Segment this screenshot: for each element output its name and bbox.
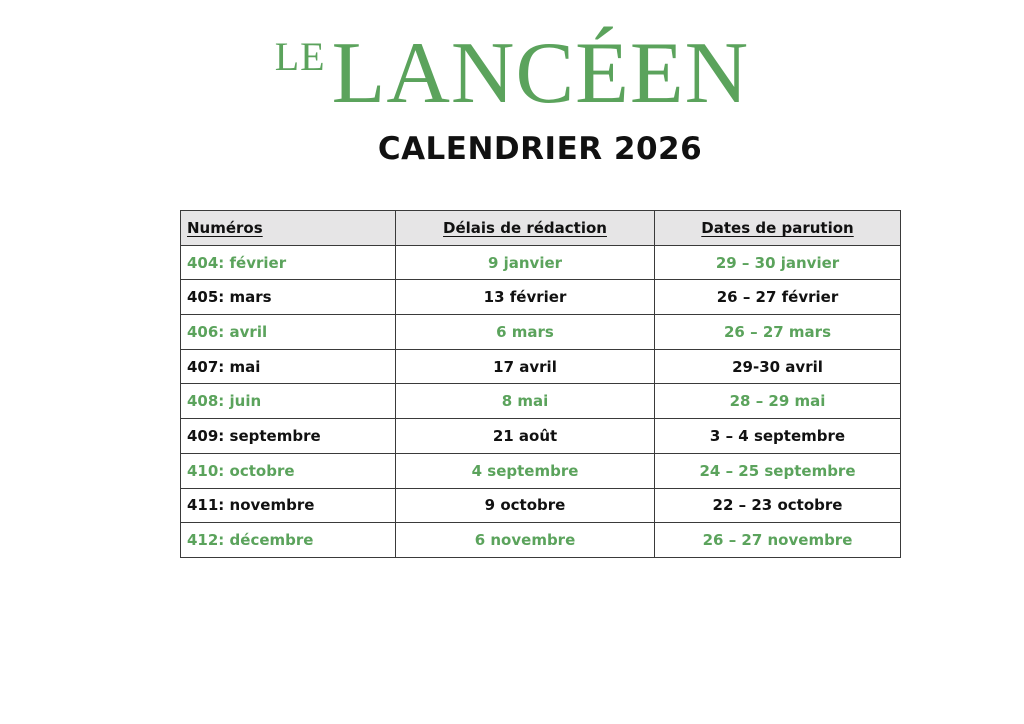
cell-numero: 404: février bbox=[181, 245, 396, 280]
cell-parution: 24 – 25 septembre bbox=[655, 453, 901, 488]
masthead-name: LANCÉEN bbox=[331, 25, 750, 122]
table-row bbox=[181, 419, 901, 454]
table-header-row bbox=[181, 211, 901, 246]
table-row bbox=[181, 280, 901, 315]
cell-parution: 26 – 27 février bbox=[655, 280, 901, 315]
cell-parution: 3 – 4 septembre bbox=[655, 419, 901, 454]
cell-numero: 410: octobre bbox=[181, 453, 396, 488]
cell-numero: 412: décembre bbox=[181, 523, 396, 558]
header-delais: Délais de rédaction bbox=[396, 211, 655, 246]
table-row bbox=[181, 245, 901, 280]
cell-parution: 29 – 30 janvier bbox=[655, 245, 901, 280]
table-row bbox=[181, 523, 901, 558]
cell-parution: 26 – 27 novembre bbox=[655, 523, 901, 558]
cell-parution: 22 – 23 octobre bbox=[655, 488, 901, 523]
cell-delai: 6 mars bbox=[396, 315, 655, 350]
table-row bbox=[181, 453, 901, 488]
calendar-table bbox=[180, 210, 901, 558]
page-title: CALENDRIER 2026 bbox=[377, 131, 703, 167]
cell-parution: 26 – 27 mars bbox=[655, 315, 901, 350]
masthead-logo bbox=[0, 25, 1024, 122]
cell-numero: 408: juin bbox=[181, 384, 396, 419]
cell-delai: 17 avril bbox=[396, 349, 655, 384]
cell-delai: 6 novembre bbox=[396, 523, 655, 558]
cell-numero: 407: mai bbox=[181, 349, 396, 384]
cell-delai: 8 mai bbox=[396, 384, 655, 419]
table-row bbox=[181, 315, 901, 350]
masthead-prefix: LE bbox=[274, 34, 326, 79]
table-row bbox=[181, 384, 901, 419]
cell-delai: 13 février bbox=[396, 280, 655, 315]
cell-numero: 409: septembre bbox=[181, 419, 396, 454]
table-row bbox=[181, 349, 901, 384]
table-row bbox=[181, 488, 901, 523]
cell-delai: 9 janvier bbox=[396, 245, 655, 280]
cell-numero: 406: avril bbox=[181, 315, 396, 350]
header-numeros: Numéros bbox=[181, 211, 396, 246]
cell-delai: 21 août bbox=[396, 419, 655, 454]
cell-delai: 9 octobre bbox=[396, 488, 655, 523]
cell-parution: 29-30 avril bbox=[655, 349, 901, 384]
header-parution: Dates de parution bbox=[655, 211, 901, 246]
cell-delai: 4 septembre bbox=[396, 453, 655, 488]
cell-numero: 411: novembre bbox=[181, 488, 396, 523]
cell-parution: 28 – 29 mai bbox=[655, 384, 901, 419]
cell-numero: 405: mars bbox=[181, 280, 396, 315]
